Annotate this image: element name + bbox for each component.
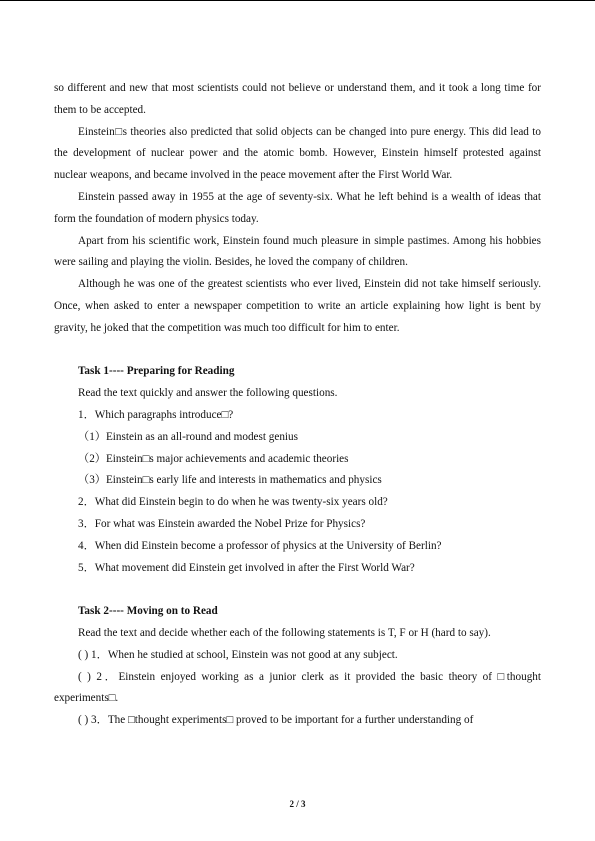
task1-option-2: （2）Einstein□s major achievements and academic theories bbox=[78, 452, 349, 465]
task2-statement-2: ( ) 2．Einstein enjoyed working as a junior clerk as it provided the basic theory of □thought experiments□. bbox=[54, 670, 541, 705]
task2-statement-1: ( ) 1．When he studied at school, Einstein was not good at any subject. bbox=[78, 648, 398, 661]
task2-title: Task 2---- Moving on to Read bbox=[78, 605, 218, 618]
task2-statement-3: ( ) 3．The □thought experiments□ proved to be important for a further understanding of bbox=[78, 714, 474, 727]
task1-question-1: 1．Which paragraphs introduce□? bbox=[78, 408, 234, 421]
task1-title: Task 1---- Preparing for Reading bbox=[78, 365, 235, 378]
task1-question-4: 4．When did Einstein become a professor of physics at the University of Berlin? bbox=[78, 539, 442, 552]
document-page bbox=[54, 78, 541, 732]
task1-question-5: 5．What movement did Einstein get involved in after the First World War? bbox=[78, 561, 415, 574]
paragraph-1: so different and new that most scientists could not believe or understand them, and it took a long time for them to be accepted. bbox=[54, 82, 541, 116]
header-rule bbox=[0, 0, 595, 1]
paragraph-3: Einstein passed away in 1955 at the age of seventy-six. What he left behind is a wealth of ideas that form the foundation of modern physics today. bbox=[54, 190, 541, 225]
task1-question-2: 2．What did Einstein begin to do when he was twenty-six years old? bbox=[78, 496, 388, 509]
task1-option-3: （3）Einstein□s early life and interests in mathematics and physics bbox=[78, 474, 382, 487]
spacer bbox=[54, 579, 541, 601]
paragraph-5: Although he was one of the greatest scientists who ever lived, Einstein did not take himself seriously. Once, when asked to enter a newspaper competition to write an article explaining how light is bent by gravity, he joked that the competition was much too difficult for him to enter. bbox=[54, 278, 541, 334]
task2-instruction: Read the text and decide whether each of the following statements is T, F or H (hard to say). bbox=[78, 626, 491, 639]
paragraph-2: Einstein□s theories also predicted that solid objects can be changed into pure energy. This did lead to the development of nuclear power and the atomic bomb. However, Einstein himself protested against nuclear weapons, and became involved in the peace movement after the First World War. bbox=[54, 125, 541, 182]
paragraph-4: Apart from his scientific work, Einstein found much pleasure in simple pastimes. Among his hobbies were sailing and playing the violin. Besides, he loved the company of children. bbox=[54, 234, 541, 269]
task1-instruction: Read the text quickly and answer the following questions. bbox=[78, 387, 338, 400]
page-number: 2 / 3 bbox=[289, 799, 306, 809]
task1-question-3: 3．For what was Einstein awarded the Nobel Prize for Physics? bbox=[78, 517, 366, 530]
task1-option-1: （1）Einstein as an all-round and modest genius bbox=[78, 430, 298, 443]
spacer bbox=[54, 340, 541, 362]
